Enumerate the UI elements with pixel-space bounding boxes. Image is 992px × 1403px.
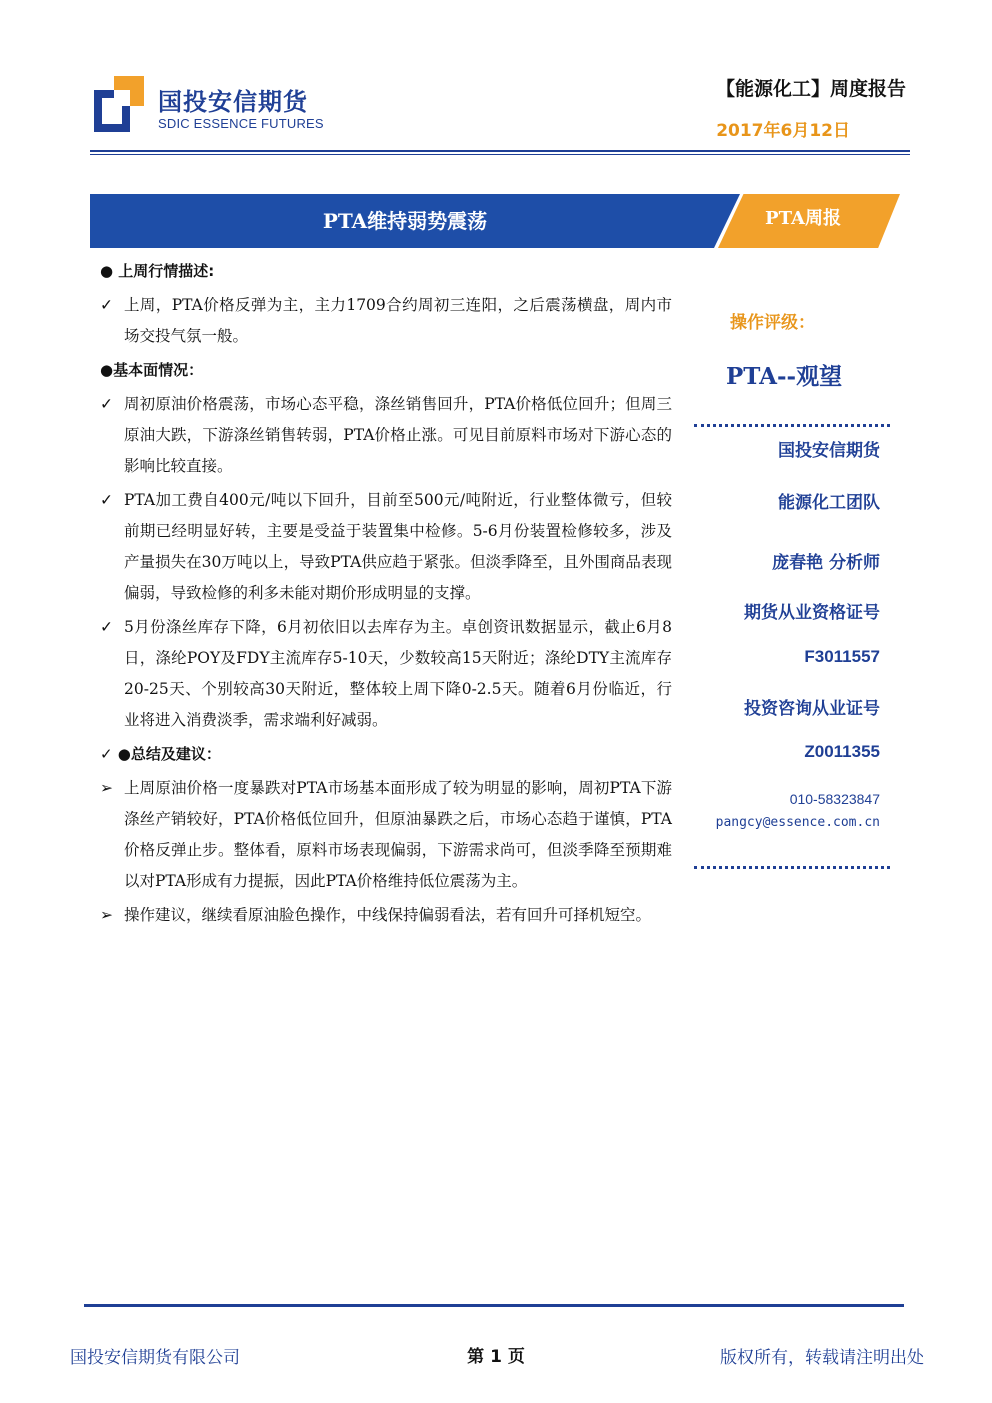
list-item [100,900,672,931]
footer-copyright: 版权所有，转载请注明出处 [720,1348,924,1368]
arrow-bullet-icon: ➢ [100,906,113,924]
rating-label: 操作评级： [730,313,815,333]
section-heading-fundamentals: ●基本面情况： [100,361,204,379]
item-text: PTA加工费自400元/吨以下回升，目前至500元/吨附近，行业整体微亏，但较前期已经明显好转，主要是受益于装置集中检修。5-6月份装置检修较多，涉及产量损失在30万吨以上，导致PTA供应趋于紧张。但淡季降至，且外围商品表现偏弱，导致检修的利多未能对期价形成明显的支撑。 [124,491,672,602]
report-title: PTA维持弱势震荡 [322,209,488,233]
item-text: 上周，PTA价格反弹为主，主力1709合约周初三连阳，之后震荡横盘，周内市场交投气氛一般。 [124,296,672,345]
invest-cert-label: 投资咨询从业证号 [744,699,880,719]
title-banner [90,194,900,248]
list-item [100,485,672,609]
report-tag: PTA周报 [765,208,841,229]
check-icon: ✓ [100,296,113,314]
company-logo [94,76,324,136]
side-company: 国投安信期货 [778,441,880,461]
page-number: 第 1 页 [467,1347,525,1367]
logo-text-en: SDIC ESSENCE FUTURES [158,116,324,131]
item-text: 5月份涤丝库存下降，6月初依旧以去库存为主。卓创资讯数据显示，截止6月8日，涤纶POY及FDY主流库存5-10天，少数较高15天附近；涤纶DTY主流库存20-25天、个别较高30天附近，整体较上周下降0-2.5天。随着6月份临近，行业将进入消费淡季，需求端利好减弱。 [124,618,672,729]
rating-value: PTA--观望 [726,363,843,390]
list-item [100,612,672,736]
contact-email[interactable]: pangcy@essence.com.cn [715,815,880,830]
list-item [100,389,672,482]
dotted-divider [694,424,890,427]
section-heading-market: ● 上周行情描述: [100,262,215,280]
dotted-divider [694,866,890,869]
main-content [100,254,672,934]
item-text: 上周原油价格一度暴跌对PTA市场基本面形成了较为明显的影响，周初PTA下游涤丝产销较好，PTA价格低位回升，但原油暴跌之后，市场心态趋于谨慎，PTA价格反弹止步。整体看，原料市场表现偏弱，下游需求尚可，但淡季降至预期难以对PTA形成有力提振，因此PTA价格维持低位震荡为主。 [124,779,672,890]
footer-divider [84,1304,904,1307]
list-item [100,773,672,897]
arrow-bullet-icon: ➢ [100,779,113,797]
side-analyst: 庞春艳 分析师 [772,553,880,573]
footer-company: 国投安信期货有限公司 [70,1348,240,1368]
header-divider [90,150,910,152]
side-team: 能源化工团队 [778,493,880,513]
section-heading-summary: ✓ ●总结及建议： [100,745,221,763]
item-text: 操作建议，继续看原油脸色操作，中线保持偏弱看法，若有回升可择机短空。 [124,906,652,924]
logo-mark-icon [94,76,144,132]
invest-cert-number: Z0011355 [804,742,880,761]
check-icon: ✓ [100,618,113,636]
check-icon: ✓ [100,395,113,413]
check-icon: ✓ [100,491,113,509]
contact-phone: 010-58323847 [789,791,880,807]
list-item [100,290,672,352]
header-divider-thin [90,154,910,155]
logo-text-cn: 国投安信期货 [158,88,308,116]
futures-cert-number: F3011557 [804,647,880,666]
futures-cert-label: 期货从业资格证号 [744,603,880,623]
item-text: 周初原油价格震荡，市场心态平稳，涤丝销售回升，PTA价格低位回升；但周三原油大跌，下游涤丝销售转弱，PTA价格止涨。可见目前原料市场对下游心态的影响比较直接。 [124,395,672,475]
report-date: 2017年6月12日 [716,121,850,141]
report-type: 【能源化工】周度报告 [715,78,906,100]
